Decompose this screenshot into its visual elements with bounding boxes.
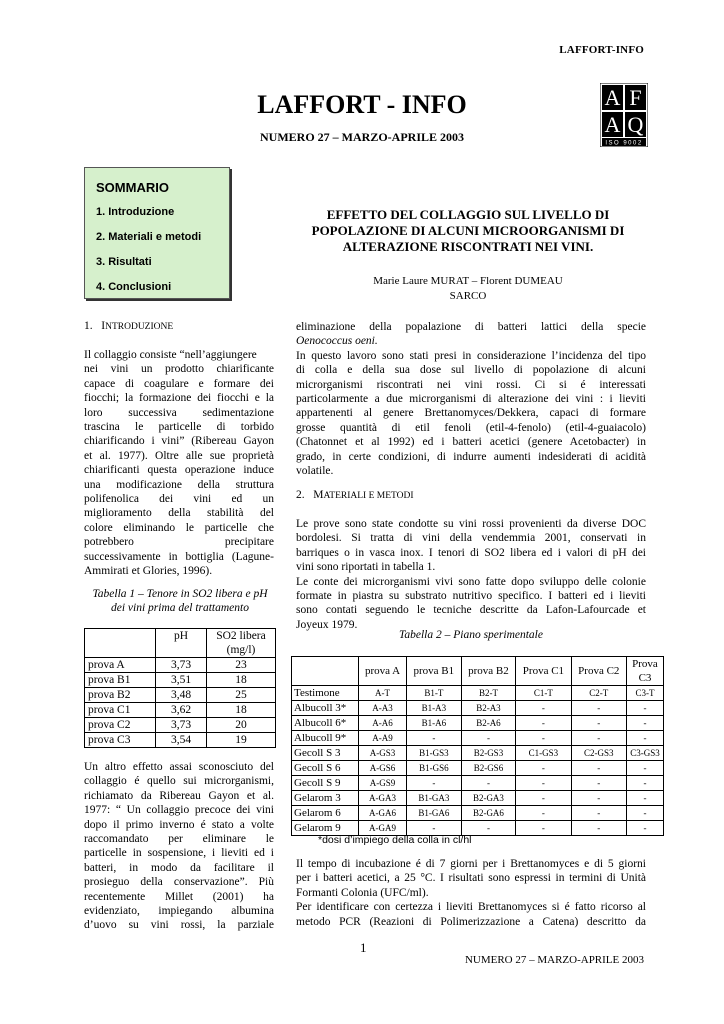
table-row: [292, 701, 664, 716]
table-cell: B1-GA3: [407, 791, 462, 806]
table-cell: prova C1: [85, 703, 156, 718]
table-row: [292, 746, 664, 761]
table-row: [292, 806, 664, 821]
section-heading-introduzione: [84, 320, 173, 332]
table1: [84, 628, 276, 748]
section-number: 1.: [84, 320, 93, 332]
table-cell: B1-GS6: [407, 761, 462, 776]
article-title-line: POPOLAZIONE DI ALCUNI MICROORGANISMI DI: [311, 223, 625, 238]
right-paragraph-2: [296, 517, 646, 632]
text-line: metodo PCR (Reazioni di Polimerizzazione a Catena) descritto da: [296, 915, 646, 928]
table-header-cell: prova B2: [461, 657, 516, 686]
text-line: Formanti Colonia (UFC/ml).: [296, 886, 429, 899]
table-row: [292, 776, 664, 791]
table1-caption: [84, 587, 276, 615]
table-cell: A-GS6: [359, 761, 407, 776]
table-cell: B2-GS6: [461, 761, 516, 776]
table-header-cell: Prova C1: [516, 657, 571, 686]
table-cell: 3,48: [156, 688, 207, 703]
section-title-initial: I: [101, 320, 106, 332]
text-line: vini sono riportati in tabella 1.: [296, 561, 436, 574]
table-cell: Gecoll S 9: [292, 776, 359, 791]
text-line: batteri, in modo da facilitare il: [84, 861, 274, 874]
table-cell: -: [627, 791, 664, 806]
text-line: nei vini un prodotto chiarificante: [84, 363, 274, 376]
table-cell: 18: [207, 703, 276, 718]
text-line: una modificazione della struttura: [84, 478, 274, 491]
table-cell: -: [571, 761, 626, 776]
table-cell: B2-GA6: [461, 806, 516, 821]
footer-issue: NUMERO 27 – MARZO-APRILE 2003: [464, 954, 644, 966]
table-row: [85, 733, 276, 748]
text-line: di colla e della sua dose sul livello di popolazione di alcuni: [296, 364, 646, 377]
table-header-cell: prova B1: [407, 657, 462, 686]
table-cell: B2-A6: [461, 716, 516, 731]
table-cell: -: [461, 821, 516, 836]
table2: [291, 656, 664, 836]
text-line: Un altro effetto assai sconosciuto del: [84, 761, 274, 773]
newsletter-title: LAFFORT - INFO: [257, 90, 467, 119]
table-cell: -: [407, 776, 462, 791]
issue-line: NUMERO 27 – MARZO-APRILE 2003: [260, 130, 464, 144]
table-cell: -: [627, 821, 664, 836]
table-cell: A-GA9: [359, 821, 407, 836]
summary-item: 2. Materiali e metodi: [96, 231, 202, 243]
text-line: recentemente Millet (2001) ha: [84, 890, 274, 903]
text-line: In questo lavoro sono stati presi in considerazione l’incidenza del tipo: [296, 349, 646, 362]
text-line: capace di coagulare e formare dei: [84, 377, 274, 390]
table-cell: B1-GA6: [407, 806, 462, 821]
table-row: [85, 673, 276, 688]
text-line: loro successiva sedimentazione: [84, 406, 274, 419]
table-cell: A-GA3: [359, 791, 407, 806]
text-line: raccomandato per eliminare le: [84, 833, 274, 846]
table-cell: -: [627, 761, 664, 776]
table-cell: A-GA6: [359, 806, 407, 821]
table-cell: -: [627, 716, 664, 731]
summary-heading: SOMMARIO: [96, 180, 169, 195]
text-line: chiarificando i vini” (Ribereau Gayon: [84, 435, 274, 448]
table-cell: A-T: [359, 686, 407, 701]
table-cell: 20: [207, 718, 276, 733]
table-row: [292, 791, 664, 806]
text-line: d’uovo su vini rossi, la parziale: [84, 919, 274, 932]
table-cell: A-A6: [359, 716, 407, 731]
section-number: 2.: [296, 489, 305, 501]
article-title-line: EFFETTO DEL COLLAGGIO SUL LIVELLO DI: [326, 207, 610, 222]
logo-letter: A: [604, 85, 621, 110]
text-line: bordolesi. Si tratta di vini della vendemmia 2001, conservati in: [296, 532, 646, 545]
text-line: Le prove sono state condotte su vini rossi provenienti da diverse DOC: [296, 518, 646, 530]
authors-line: Marie Laure MURAT – Florent DUMEAU: [373, 275, 563, 287]
summary-item: 3. Risultati: [96, 256, 152, 268]
intro-paragraph: [84, 348, 274, 579]
table-cell: C2-T: [571, 686, 626, 701]
right-paragraph-1: [296, 320, 646, 478]
table-cell: Gecoll S 6: [292, 761, 359, 776]
summary-box: [84, 167, 230, 299]
table-cell: -: [516, 716, 571, 731]
text-line: chiarificanti questa operazione induce: [84, 464, 274, 477]
section-title-initial: M: [313, 489, 324, 501]
table-cell: 3,54: [156, 733, 207, 748]
table-cell: -: [571, 716, 626, 731]
table-row: [85, 688, 276, 703]
logo-letter: Q: [627, 112, 644, 137]
logo-caption: ISO 9002: [605, 140, 643, 147]
table-cell: Albucoll 9*: [292, 731, 359, 746]
text-line: Joyeux 1979.: [296, 618, 358, 631]
table-cell: B2-GS3: [461, 746, 516, 761]
text-line: successivamente in bottiglia (Lagune-: [84, 550, 274, 563]
text-line: prosieguo della conservazione”. Più: [84, 876, 274, 889]
table-cell: B1-GS3: [407, 746, 462, 761]
section-heading-materiali: [296, 489, 414, 501]
table-cell: A-A9: [359, 731, 407, 746]
text-line: 1977: “ Un collaggio precoce dei vini: [84, 804, 274, 817]
table-cell: 23: [207, 658, 276, 673]
text-line: barriques o in vasca inox. I tenori di SO2 libera ed i valori di pH dei: [296, 546, 646, 559]
text-line: Per identificare con certezza i lieviti Brettanomyces si é fatto ricorso al: [296, 901, 646, 914]
table-cell: -: [461, 776, 516, 791]
table-cell: 19: [207, 733, 276, 748]
table-cell: C3-GS3: [627, 746, 664, 761]
table-cell: A-GS9: [359, 776, 407, 791]
table-row: [85, 703, 276, 718]
section-title-rest: ATERIALI E METODI: [323, 491, 414, 501]
table-cell: C3-T: [627, 686, 664, 701]
table-cell: -: [516, 806, 571, 821]
table-cell: prova C2: [85, 718, 156, 733]
table-cell: -: [516, 776, 571, 791]
section-title-rest: NTRODUZIONE: [105, 322, 174, 332]
text-line: fiocchi; la formazione dei fiocchi e la: [84, 392, 274, 405]
table-cell: 25: [207, 688, 276, 703]
article-authors: [292, 274, 644, 304]
text-line: Ammirati et Glories, 1996).: [84, 565, 213, 578]
table-row: [85, 718, 276, 733]
table-cell: -: [571, 701, 626, 716]
table-cell: B2-T: [461, 686, 516, 701]
text-line: microrganismi riscontrati nei vini rossi. Ci si é interessati: [296, 378, 646, 391]
table-cell: -: [571, 821, 626, 836]
table-cell: 3,73: [156, 658, 207, 673]
table-cell: -: [407, 821, 462, 836]
table-row: [292, 686, 664, 701]
text-line: particolarmente a due microrganismi di alterazione dei vini : i lieviti: [296, 393, 646, 406]
table-cell: 3,51: [156, 673, 207, 688]
table-cell: -: [627, 701, 664, 716]
table-cell: Albucoll 6*: [292, 716, 359, 731]
table-cell: -: [516, 791, 571, 806]
table-cell: prova A: [85, 658, 156, 673]
text-line: grosse quantità di etil fenoli (etil-4-fenolo) (etil-4-guaiacolo): [296, 421, 646, 434]
table-header-cell: Prova C3: [627, 657, 664, 686]
article-title-line: ALTERAZIONE RISCONTRATI NEI VINI.: [342, 239, 594, 254]
table-cell: Gelarom 6: [292, 806, 359, 821]
table-cell: -: [627, 806, 664, 821]
text-line: particelle in sospensione, i lieviti ed i: [84, 847, 274, 860]
text-line: (Chatonnet et al 1992) ed i batteri acetici (genere Acetobacter) in: [296, 436, 646, 449]
table-cell: Gelarom 9: [292, 821, 359, 836]
table-row: [85, 658, 276, 673]
afaq-logo: [600, 83, 648, 147]
table-cell: Testimone: [292, 686, 359, 701]
table-cell: prova B2: [85, 688, 156, 703]
table-cell: -: [571, 776, 626, 791]
table-cell: 18: [207, 673, 276, 688]
text-line: richiamato da Ribereau Gayon et al.: [84, 789, 274, 802]
text-line: evidenziato, impiegando albumina: [84, 905, 274, 918]
table-cell: Gecoll S 3: [292, 746, 359, 761]
text-line: appartenenti al genere Brettanomyces/Dekkera, capaci di formare: [296, 407, 646, 420]
table-cell: prova C3: [85, 733, 156, 748]
table-cell: -: [571, 791, 626, 806]
table-header-cell: [292, 657, 359, 686]
text-line: collaggio é quello sui microrganismi,: [84, 775, 274, 788]
table-cell: B1-T: [407, 686, 462, 701]
table-header-cell: Prova C2: [571, 657, 626, 686]
table-header-cell: pH: [156, 629, 207, 658]
table-cell: -: [516, 761, 571, 776]
header-line: SO2 libera: [216, 630, 266, 642]
summary-item: 4. Conclusioni: [96, 281, 172, 293]
table-cell: -: [407, 731, 462, 746]
table-cell: Albucoll 3*: [292, 701, 359, 716]
table-cell: Gelarom 3: [292, 791, 359, 806]
summary-item: 1. Introduzione: [96, 206, 175, 218]
running-header: LAFFORT-INFO: [559, 44, 644, 56]
text-line: Oenococcus oeni.: [296, 335, 378, 348]
text-line: colore eliminando le particelle che: [84, 521, 274, 534]
text-line: et al. 1977). Oltre alle sue proprietà: [84, 449, 274, 462]
right-paragraph-3: [296, 857, 646, 929]
text-line: miglioramento della stabilità del: [84, 507, 274, 520]
table-header-cell: prova A: [359, 657, 407, 686]
text-line: polifenolica dei vini ed un: [84, 493, 274, 506]
logo-letter: F: [629, 85, 642, 110]
table-cell: B1-A6: [407, 716, 462, 731]
left-paragraph-2: [84, 760, 274, 933]
table-row: [292, 731, 664, 746]
text-line: trascina le particelle di torbido: [84, 421, 274, 434]
text-line: volatile.: [296, 465, 334, 478]
table-header-row: [85, 629, 276, 658]
table-cell: -: [571, 806, 626, 821]
table-cell: B2-GA3: [461, 791, 516, 806]
caption-line: dei vini prima del trattamento: [111, 602, 249, 614]
table-cell: prova B1: [85, 673, 156, 688]
article-title: [292, 207, 644, 255]
table-cell: B1-A3: [407, 701, 462, 716]
text-line: Le conte dei microrganismi vivi sono fatte dopo sviluppo delle colonie: [296, 575, 646, 588]
table-row: [292, 761, 664, 776]
text-line: potrebbero precipitare: [84, 536, 274, 549]
table-cell: -: [627, 776, 664, 791]
table-cell: C1-T: [516, 686, 571, 701]
table-cell: C2-GS3: [571, 746, 626, 761]
header-line: (mg/l): [226, 644, 256, 656]
table-cell: A-A3: [359, 701, 407, 716]
table-cell: -: [516, 821, 571, 836]
text-line: per i batteri acetici, a 25 °C. I risultati sono espressi in termini di Unità: [296, 872, 646, 885]
table-cell: 3,73: [156, 718, 207, 733]
text-line: formate in piastra su substrato nutritivo specifico. I batteri ed i lieviti: [296, 590, 646, 603]
text-line: Il collaggio consiste “nell’aggiungere: [84, 349, 257, 361]
table-header-cell: [85, 629, 156, 658]
table-cell: -: [571, 731, 626, 746]
table-cell: -: [516, 701, 571, 716]
table2-body: [292, 686, 664, 836]
table-cell: -: [627, 731, 664, 746]
table-cell: -: [516, 731, 571, 746]
page-number: 1: [360, 940, 367, 955]
text-line: eliminazione della popalazione di batteri lattici della specie: [296, 321, 646, 333]
logo-letter: A: [604, 112, 621, 137]
table-cell: B2-A3: [461, 701, 516, 716]
table-header-cell: [207, 629, 276, 658]
text-line: sono contati seguendo le tecniche descritte da Lafon-Lafourcade et: [296, 604, 646, 617]
table-row: [292, 716, 664, 731]
text-line: grado, in certe condizioni, di indurre aumenti indesiderati di acidità: [296, 450, 646, 463]
table-cell: 3,62: [156, 703, 207, 718]
table2-note: *dosi d’impiego della colla in cl/hl: [318, 834, 472, 846]
table2-caption: Tabella 2 – Piano sperimentale: [399, 629, 543, 641]
text-line: Il tempo di incubazione é di 7 giorni per i Brettanomyces e di 5 giorni: [296, 858, 646, 870]
text-line: dopo il primo inverno é stato a volte: [84, 818, 274, 831]
table-cell: A-GS3: [359, 746, 407, 761]
affiliation-line: SARCO: [449, 290, 487, 302]
caption-line: Tabella 1 – Tenore in SO2 libera e pH: [92, 588, 268, 600]
table-cell: C1-GS3: [516, 746, 571, 761]
table-cell: -: [461, 731, 516, 746]
table-header-row: [292, 657, 664, 686]
